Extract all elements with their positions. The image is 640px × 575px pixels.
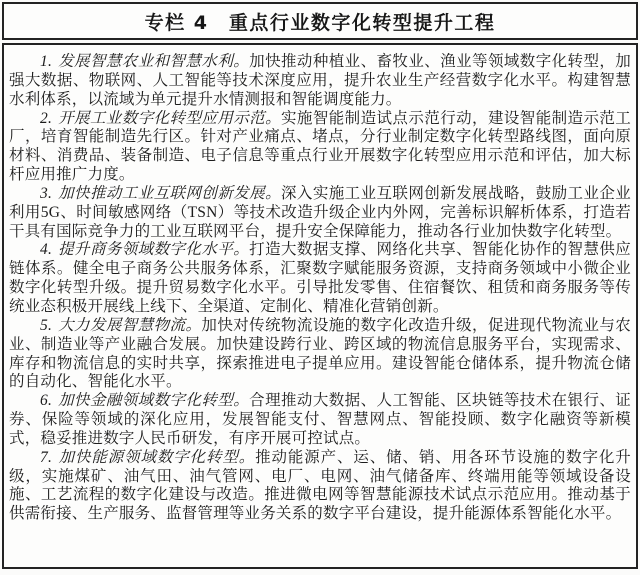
item-body: 合理推动大数据、人工智能、区块链等技术在银行、证券、保险等领域的深化应用，发展智能支付、智慧网点、智能投顾、数字化融资等新模式，稳妥推进数字人民币研发，有序开展可控试点。 [9,392,631,447]
item-lead: 提升商务领域数字化水平。 [57,241,250,259]
callout-title: 专栏 4 重点行业数字化转型提升工程 [144,11,496,34]
callout-title-box [2,2,638,40]
item-body: 打造大数据支撑、网络化共享、智能化协作的智慧供应链体系。健全电子商务公共服务体系，汇聚数字赋能服务资源，支持商务领域中小微企业数字化转型升级。提升贸易数字化水平。引导批发零售、住宿餐饮、租赁和商务服务等传统业态积极开展线上线下、全渠道、定制化、精准化营销创新。 [9,241,631,315]
item-number: 2. [40,109,53,127]
item-lead: 大力发展智慧物流。 [57,316,202,334]
item-body: 推动能源产、运、储、销、用各环节设施的数字化升级，实施煤矿、油气田、油气管网、电厂、电网、油气储备库、终端用能等领域设备设施、工艺流程的数字化建设与改造。推进微电网等智慧能源技术试点示范应用。推动基于供需衔接、生产服务、监督管理等业务关系的数字平台建设，提升能源体系智能化水平。 [9,448,632,523]
item-number: 1. [40,53,53,70]
item-number: 3. [40,184,53,202]
item-number: 5. [40,316,53,334]
document-page [2,2,638,569]
item-body: 加快对传统物流设施的数字化改造升级，促进现代物流业与农业、制造业等产业融合发展。加快建设跨行业、跨区域的物流信息服务平台，实现需求、库存和物流信息的实时共享，探索推进电子提单应用。建设智能仓储体系，提升物流仓储的自动化、智能化水平。 [9,316,631,391]
list-item [9,392,631,449]
list-item [9,185,631,242]
item-lead: 发展智慧农业和智慧水利。 [57,53,250,70]
item-lead: 加快能源领域数字化转型。 [57,448,256,466]
list-item [9,241,631,316]
item-body: 实施智能制造试点示范行动，建设智能制造示范工厂，培育智能制造先行区。针对产业痛点、堵点，分行业制定数字化转型路线图，面向原材料、消费品、装备制造、电子信息等重点行业开展数字化转型应用示范和评估，加大标杆应用推广力度。 [9,109,631,184]
list-item [9,110,631,185]
item-number: 4. [40,241,53,259]
item-body: 深入实施工业互联网创新发展战略，鼓励工业企业利用5G、时间敏感网络（TSN）等技术改造升级企业内外网，完善标识解析体系，打造若干具有国际竞争力的工业互联网平台，提升安全保障能力，推动各行业加快数字化转型。 [9,184,631,240]
list-item [9,53,631,110]
callout-body-box [2,43,638,569]
item-number: 6. [40,392,53,410]
item-body: 加快推动种植业、畜牧业、渔业等领域数字化转型，加强大数据、物联网、人工智能等技术深度应用，提升农业生产经营数字化水平。构建智慧水利体系，以流域为单元提升水情测报和智能调度能力。 [9,53,631,108]
list-item [9,317,631,392]
item-lead: 开展工业数字化转型应用示范。 [57,109,281,127]
list-item [9,449,631,524]
item-lead: 加快金融领域数字化转型。 [57,392,250,410]
item-number: 7. [40,448,53,466]
item-lead: 加快推动工业互联网创新发展。 [57,184,281,202]
